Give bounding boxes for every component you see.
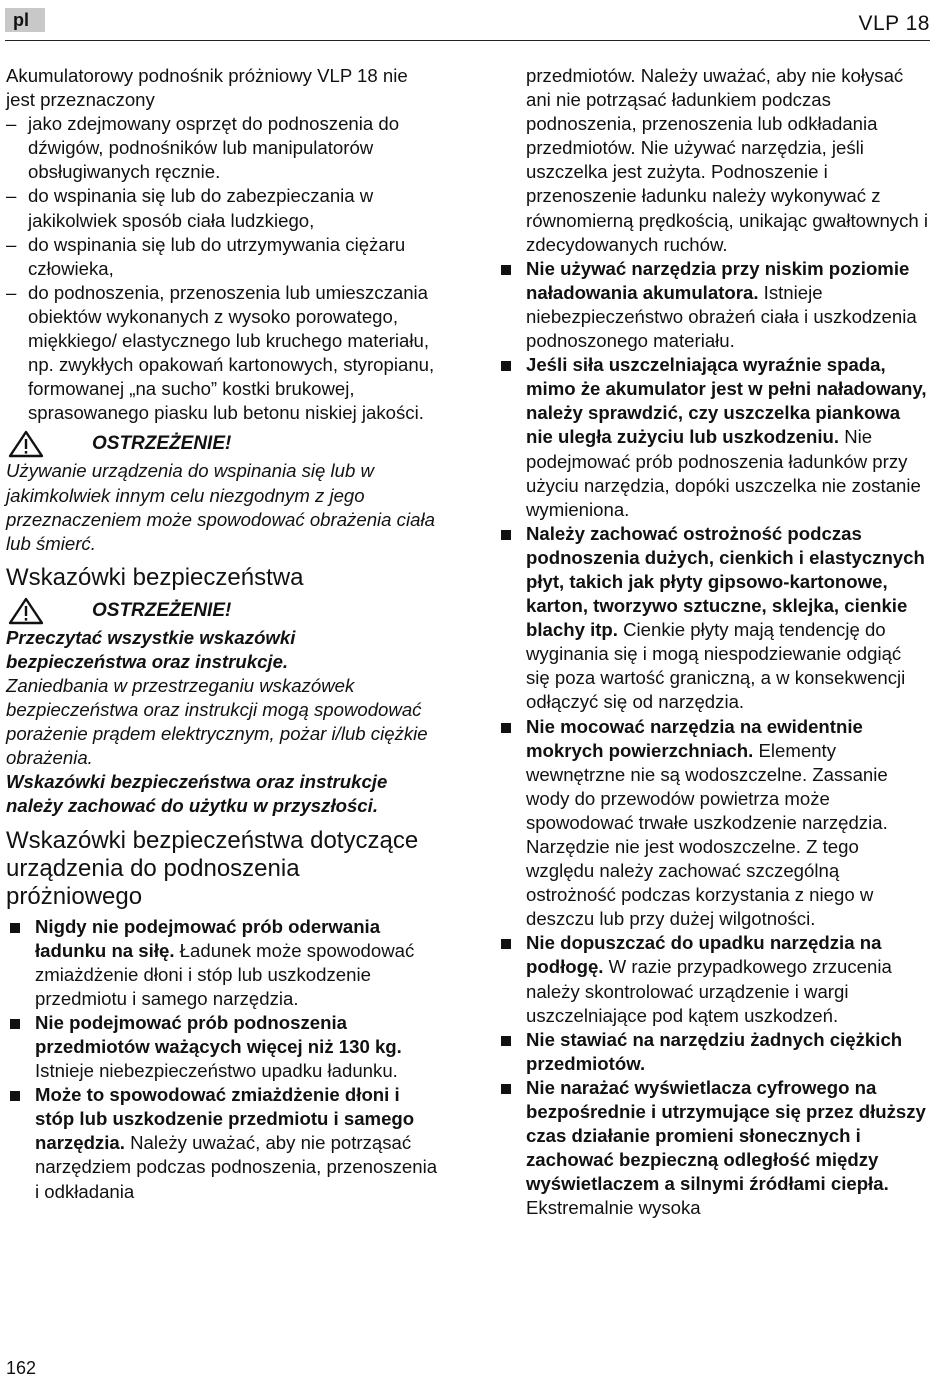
- right-column: [497, 64, 929, 1221]
- warning-triangle-icon: [8, 430, 44, 458]
- bullet-text: Cienkie płyty mają tendencję do wyginania się i mogą niespodziewanie odgiąć się poza wartość graniczną, a w konsekwencji odłączyć się od narzędzia.: [526, 619, 906, 713]
- warning-label: OSTRZEŻENIE!: [92, 433, 232, 455]
- bullet-item: [497, 1028, 929, 1076]
- bullet-item: [497, 1076, 929, 1221]
- warning-bold-text: Wskazówki bezpieczeństwa oraz instrukcje należy zachować do użytku w przyszłości.: [6, 771, 388, 817]
- continuation-text: przedmiotów. Należy uważać, aby nie kołysać ani nie potrząsać ładunkiem podczas podnoszenia, przenoszenia lub odkładania przedmiotów. Nie używać narzędzia, jeśli uszczelka jest zużyta. Podnoszenie i przenoszenie ładunku należy wykonywać z równomierną prędkością, unikając gwałtownych i zdecydowanych ruchów.: [526, 65, 929, 255]
- left-column: [6, 64, 438, 1204]
- warning-bold-text: Przeczytać wszystkie wskazówki bezpieczeństwa oraz instrukcje.: [6, 626, 296, 672]
- bullet-bold: Należy zachować ostrożność podczas podnoszenia dużych, cienkich i elastycznych płyt, takich jak płyty gipsowo-kartonowe, karton, tworzywo sztuczne, sklejka, cienkie blachy itp.: [526, 522, 925, 641]
- model-name: VLP 18: [858, 12, 930, 35]
- warning-header: [6, 429, 438, 459]
- bullet-item: [6, 1011, 438, 1083]
- bullet-item: [497, 353, 929, 522]
- bullet-bold: Nie dopuszczać do upadku narzędzia na podłogę.: [526, 932, 882, 978]
- list-item: – do wspinania się lub do zabezpieczania w jakikolwiek sposób ciała ludzkiego,: [6, 184, 438, 232]
- list-item: – jako zdejmowany osprzęt do podnoszenia do dźwigów, podnośników lub manipulatorów obsługiwanych ręcznie.: [6, 112, 438, 184]
- bullet-item: [497, 931, 929, 1027]
- safety-bullet-list: [497, 257, 929, 1221]
- list-item: – do podnoszenia, przenoszenia lub umieszczania obiektów wykonanych z wysoko porowatego, miękkiego/ elastycznego lub kruchego materiału, np. zwykłych opakowań kartonowych, styropianu, formowanej „na sucho” kostki brukowej, sprasowanego piasku lub betonu niskiej jakości.: [6, 281, 438, 426]
- intro-text: Akumulatorowy podnośnik próżniowy VLP 18 nie jest przeznaczony: [6, 65, 408, 111]
- list-item: – do wspinania się lub do utrzymywania ciężaru człowieka,: [6, 233, 438, 281]
- bullet-bold: Nigdy nie podejmować prób oderwania ładunku na siłę.: [35, 915, 381, 961]
- bullet-bold: Może to spowodować zmiażdżenie dłoni i stóp lub uszkodzenie przedmiotu i samego narzędzia.: [35, 1084, 415, 1154]
- bullet-item: [6, 915, 438, 1011]
- section-heading: Wskazówki bezpieczeństwa: [6, 563, 304, 591]
- warning-header: [6, 596, 438, 626]
- bullet-item: [497, 522, 929, 715]
- bullet-bold: Nie używać narzędzia przy niskim poziomie naładowania akumulatora.: [526, 257, 910, 303]
- warning-text: Zaniedbania w przestrzeganiu wskazówek bezpieczeństwa oraz instrukcji mogą spowodować porażenie prądem elektrycznym, pożar i/lub ciężkie obrażenia.: [6, 674, 428, 769]
- bullet-bold: Jeśli siła uszczelniająca wyraźnie spada, mimo że akumulator jest w pełni naładowany, należy sprawdzić, czy uszczelka piankowa nie uległa zużyciu lub uszkodzeniu.: [526, 354, 927, 448]
- bullet-text: Należy uważać, aby nie potrząsać narzędziem podczas podnoszenia, przenoszenia i odkładania: [35, 1132, 438, 1202]
- section-heading: Wskazówki bezpieczeństwa dotyczące urządzenia do podnoszenia próżniowego: [6, 826, 419, 910]
- bullet-item: [497, 715, 929, 932]
- page-number: 162: [6, 1358, 37, 1378]
- warning-label: OSTRZEŻENIE!: [92, 599, 232, 621]
- warning-text: Używanie urządzenia do wspinania się lub w jakimkolwiek innym celu niezgodnym z jego przeznaczeniem może spowodować obrażenia ciała lub śmierć.: [6, 460, 435, 554]
- bullet-bold: Nie narażać wyświetlacza cyfrowego na bezpośrednie i utrzymujące się przez dłuższy czas działanie promieni słonecznych i zachować bezpieczną odległość między wyświetlaczem a silnymi źródłami ciepła.: [526, 1076, 926, 1195]
- bullet-text: Elementy wewnętrzne nie są wodoszczelne. Zassanie wody do przewodów powietrza może spowodować trwałe uszkodzenie narzędzia. Narzędzie nie jest wodoszczelne. Z tego względu należy zachować szczególną ostrożność podczas korzystania z niego w deszczu lub przy dużej wilgotności.: [526, 739, 888, 930]
- safety-bullet-list: [6, 915, 438, 1204]
- bullet-bold: Nie mocować narzędzia na ewidentnie mokrych powierzchniach.: [526, 715, 863, 761]
- bullet-text: Istnieje niebezpieczeństwo obrażeń ciała i uszkodzenia podnoszonego materiału.: [526, 281, 917, 352]
- bullet-item: [6, 1083, 438, 1203]
- bullet-text: W razie przypadkowego zrzucenia należy skontrolować urządzenie i wargi uszczelniające pod kątem uszkodzeń.: [526, 956, 892, 1026]
- warning-triangle-icon: [8, 597, 44, 625]
- bullet-text: Ładunek może spowodować zmiażdżenie dłoni i stóp lub uszkodzenie przedmiotu i samego narzędzia.: [35, 939, 415, 1009]
- language-tag: pl: [5, 8, 45, 32]
- bullet-text: Istnieje niebezpieczeństwo upadku ładunku.: [35, 1060, 398, 1082]
- bullet-text: Ekstremalnie wysoka: [526, 1197, 701, 1219]
- header-rule: [5, 40, 930, 41]
- not-intended-list: [6, 112, 438, 425]
- bullet-text: Nie podejmować prób podnoszenia ładunków przy użyciu narzędzia, dopóki uszczelka nie zostanie wymieniona.: [526, 426, 921, 520]
- bullet-item: [497, 257, 929, 353]
- bullet-bold: Nie stawiać na narzędziu żadnych ciężkich przedmiotów.: [526, 1028, 903, 1074]
- bullet-bold: Nie podejmować prób podnoszenia przedmiotów ważących więcej niż 130 kg.: [35, 1011, 402, 1057]
